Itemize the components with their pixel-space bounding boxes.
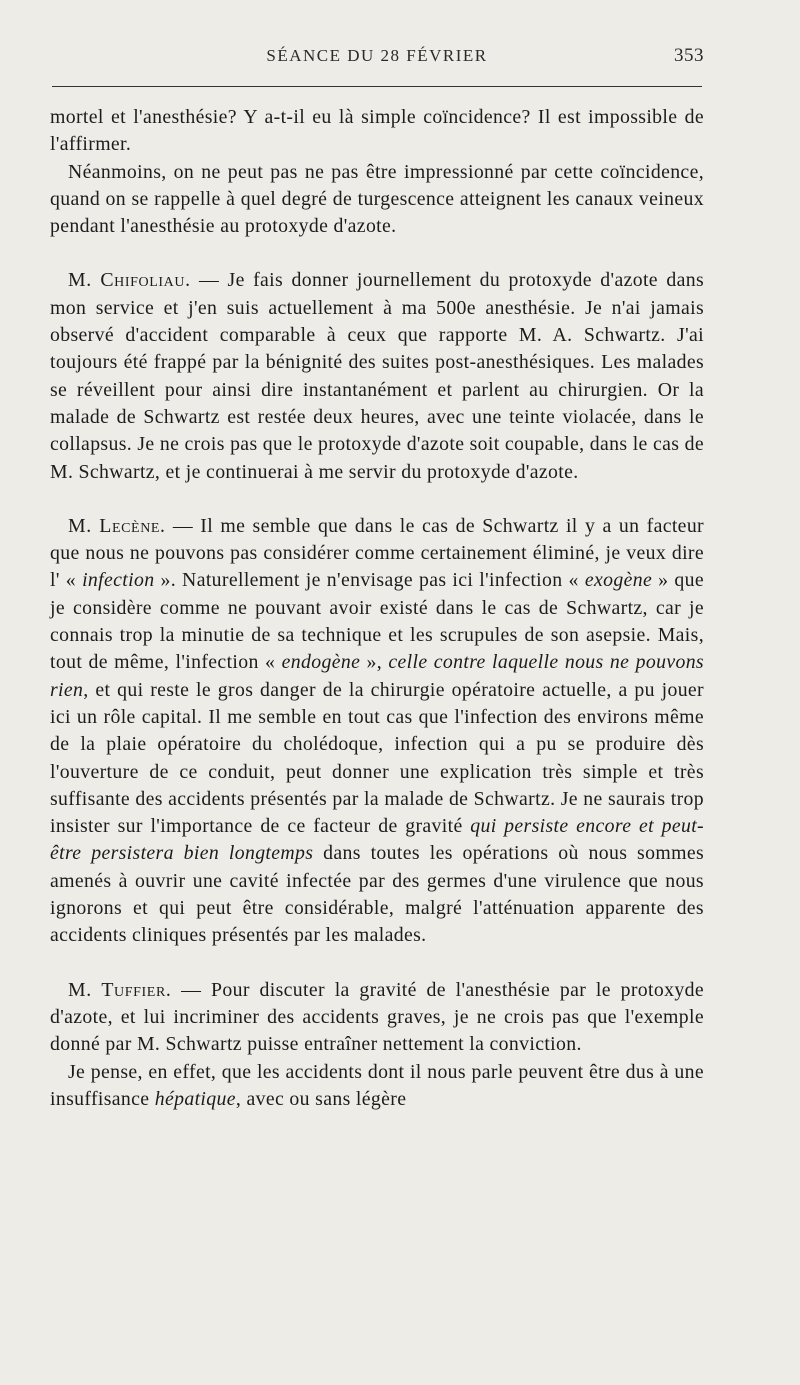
paragraph-1: mortel et l'anesthésie? Y a-t-il eu là simple coïncidence? Il est impossible de l'affirmer. <box>50 106 704 156</box>
paragraph-text: , et qui reste le gros danger de la chirurgie opératoire actuelle, a pu jouer ici un rôle capital. Il me semble en tout cas que l'infection des environs même de la plaie opératoire du cholédoque, infection qui a pu se produire dès l'ouverture de ce conduit, peut donner une explication très simple et très suffisante des accidents présentés par la malade de Schwartz. Je ne saurais trop insister sur l'importance de ce facteur de gravité <box>50 678 704 838</box>
paragraph-text: dans toutes les opérations où nous sommes amenés à ouvrir une cavité infectée par des germes d'une virulence que nous ignorons et qui peut être considérable, malgré l'atténuation apparente des accidents cliniques présentés par les malades. <box>50 842 704 947</box>
body-text <box>50 104 704 1113</box>
paragraph-6 <box>50 1059 704 1114</box>
paragraph-text: », <box>360 651 389 674</box>
running-header <box>50 44 704 74</box>
italic-text: qui persiste encore et peut-être persistera bien longtemps <box>50 815 704 865</box>
page-number: 353 <box>674 45 704 66</box>
paragraph-text: — Je fais donner journellement du protoxyde d'azote dans mon service et j'en suis actuellement à ma 500e anesthésie. Je n'ai jamais observé d'accident comparable à ceux que rapporte M. A. Schwartz. J'ai toujours été frappé par la bénignité des suites post-anesthésiques. Les malades se réveillent pour ainsi dire instantanément et parlent au chirurgien. Or la malade de Schwartz est restée deux heures, avec une teinte violacée, dans le collapsus. Je ne crois pas que le protoxyde d'azote soit coupable, dans le cas de M. Schwartz, et je continuerai à me servir du protoxyde d'azote. <box>50 269 704 483</box>
speaker-name: M. Chifoliau. <box>68 269 191 292</box>
speaker-name: M. Tuffier. <box>68 978 172 1001</box>
italic-text: endogène <box>281 651 361 674</box>
header-rule <box>52 86 702 87</box>
paragraph-2: Néanmoins, on ne peut pas ne pas être impressionné par cette coïncidence, quand on se rappelle à quel degré de turgescence atteignent les canaux veineux pendant l'anesthésie au protoxyde d'azote. <box>50 160 704 238</box>
paragraph-text: ». Naturellement je n'envisage pas ici l'infection « <box>154 569 585 592</box>
paragraph-text: , avec ou sans légère <box>235 1087 407 1110</box>
paragraph-text: — Pour discuter la gravité de l'anesthésie par le protoxyde d'azote, et lui incriminer des accidents graves, je ne crois pas que l'exemple donné par M. Schwartz puisse entraîner nettement la conviction. <box>50 978 704 1056</box>
italic-text: infection <box>82 569 155 592</box>
italic-text: exogène <box>584 569 653 592</box>
paragraph-text: Je pense, en effet, que les accidents dont il nous parle peuvent être dus à une insuffisance <box>50 1060 704 1110</box>
italic-text: hépatique <box>154 1087 236 1110</box>
paragraph-lecene <box>50 513 704 950</box>
paragraph-text: » que je considère comme ne pouvant avoir existé dans le cas de Schwartz, car je connais trop la minutie de sa technique et les scrupules de son asepsie. Mais, tout de même, l'infection « <box>50 569 704 674</box>
running-title: SÉANCE DU 28 FÉVRIER <box>266 46 488 65</box>
paragraph-chifoliau <box>50 267 704 485</box>
paragraph-text: — Il me semble que dans le cas de Schwartz il y a un facteur que nous ne pouvons pas considérer comme certainement éliminé, je veux dire l' « <box>50 514 704 592</box>
paragraph-tuffier <box>50 977 704 1059</box>
italic-text: celle contre laquelle nous ne pouvons rien <box>50 651 704 701</box>
speaker-name: M. Lecène. <box>68 514 166 537</box>
